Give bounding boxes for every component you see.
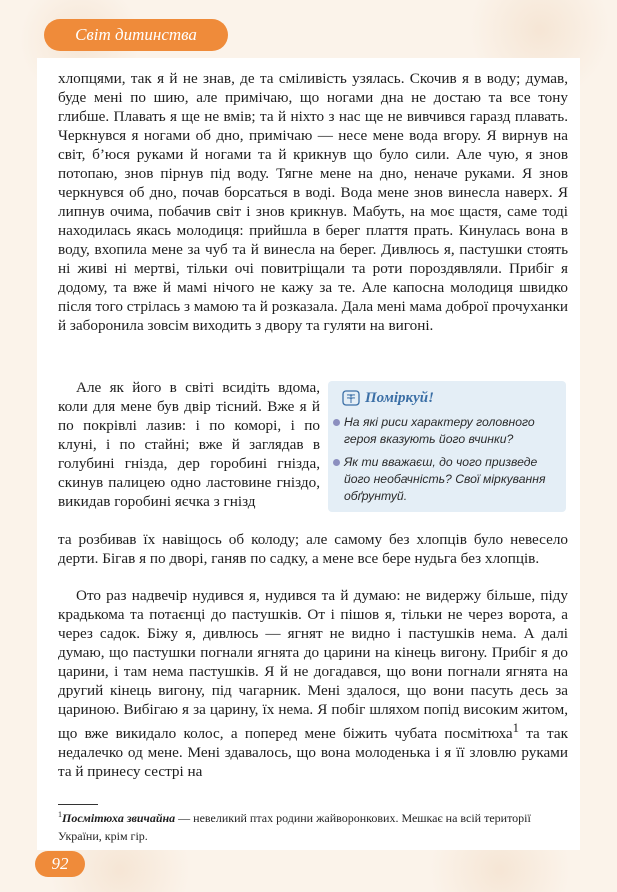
sidebar-header <box>342 388 434 408</box>
paragraph-text: Ото раз надвечір нудився я, нудився та й думаю: не видержу більше, піду крадькома та потаєнці до пастушків. От і пішов я, тільки не через ворота, а через садок. Біжу я, дивлюсь — ягнят не видно і пастушків нема. А далі думаю, що пастушки погнали ягнята до царини на кінець вигону. Прибіг я до царини, і там нема пастушків. Я й не догадався, що вони погнали ягнята на другий кінець вигону, під чагарник. Мені здалося, що вони пасуть десь за цариною. Вибігаю я за царину, їх нема. Я побіг шляхом попід високим житом, що вже викидало колос, а поперед мене біжить чубата посмітюха <box>58 587 568 743</box>
bullet-icon <box>333 459 340 466</box>
footnote-divider <box>58 804 98 805</box>
paragraph-wrapped: Але як його в світі всидіть вдома, коли для мене був двір тісний. Вже я й по покрівлі лазив: і по коморі, і по клуні, і по стайні; вже й заглядав в голубині гнізда, дер горобині гнізда, скинув палицею одно ластовине гніздо, викидав горобині яєчка з гнізд <box>58 379 320 510</box>
body-text-bottom <box>58 586 568 781</box>
footnote-ref: 1 <box>512 721 519 735</box>
question-text: Як ти вважаєш, до чого призведе його необачність? Свої міркування обґрунтуй. <box>344 455 546 503</box>
paragraph-text-end: та так недалечко од мене. Мені здавалось, що вона молоденька і я її зловлю руками та й принесу сестрі на <box>58 725 568 781</box>
body-text-wrapped <box>58 378 320 511</box>
footnote-text: — невеликий птах родини жайворонкових. Мешкає на всій території України, крім гір. <box>58 811 531 843</box>
paragraph: хлопцями, так я й не знав, де та сміливість узялась. Скочив я в воду; думав, буде мені по шию, але примічаю, що ногами дна не достаю та все тону глибше. Плавать я ще не вмів; та й ніхто з нас ще не вивчився гаразд плавать. Черкнувся я ногами об дно, примічаю — несе мене вода вгору. Я вирнув на світ, б’юся руками й ногами та й крикнув що було сили. Але чую, я знов потопаю, знов пірнув під воду. Тягне мене на дно, неначе руками. Я знов черкнувся об дно, почав борсаться в воді. Вода мене знов винесла наверх. Я липнув очима, побачив світ і знов крикнув. Мабуть, на моє щастя, саме тоді находилась якась молодиця: прийшла в берег плаття прать. Кинулась вона в воду, вхопила мене за чуб та й винесла на берег. Дивлюсь я, пастушки стоять ні живі ні мертві, тільки очі повитріщали та роти пороздявляли. Прибіг я додому, та вже й мамі нічого не кажу за те. Але капосна молодиця швидко після того стрілась з мамою та й розказала. Дала мені мама доброї прочуханки й заборонила зовсім виходить з двору та гуляти на вигоні. <box>58 70 568 334</box>
footnote-number: 1 <box>58 810 62 819</box>
section-title: Світ дитинства <box>75 25 197 44</box>
footnote-term: Посмітюха звичайна <box>62 811 176 825</box>
page-number: 92 <box>51 854 69 873</box>
sidebar-question-1 <box>333 414 561 448</box>
sidebar-question-2 <box>333 454 561 505</box>
paragraph <box>58 586 568 781</box>
page-number-badge <box>35 851 85 877</box>
sidebar-title: Поміркуй! <box>365 389 434 406</box>
think-sidebar <box>328 381 566 512</box>
paragraph: та розбивав їх навіщось об колоду; але самому без хлопців було невесело дерти. Бігав я по дворі, ганяв по садку, а мене все бере нудьга без хлопців. <box>58 531 568 567</box>
bullet-icon <box>333 419 340 426</box>
question-text: На які риси характеру головного героя вказують його вчинки? <box>344 415 535 446</box>
book-icon <box>342 390 360 406</box>
body-text-after-wrap <box>58 530 568 568</box>
section-header-tab <box>44 19 228 51</box>
footnote <box>58 806 568 845</box>
body-text-top <box>58 69 568 335</box>
